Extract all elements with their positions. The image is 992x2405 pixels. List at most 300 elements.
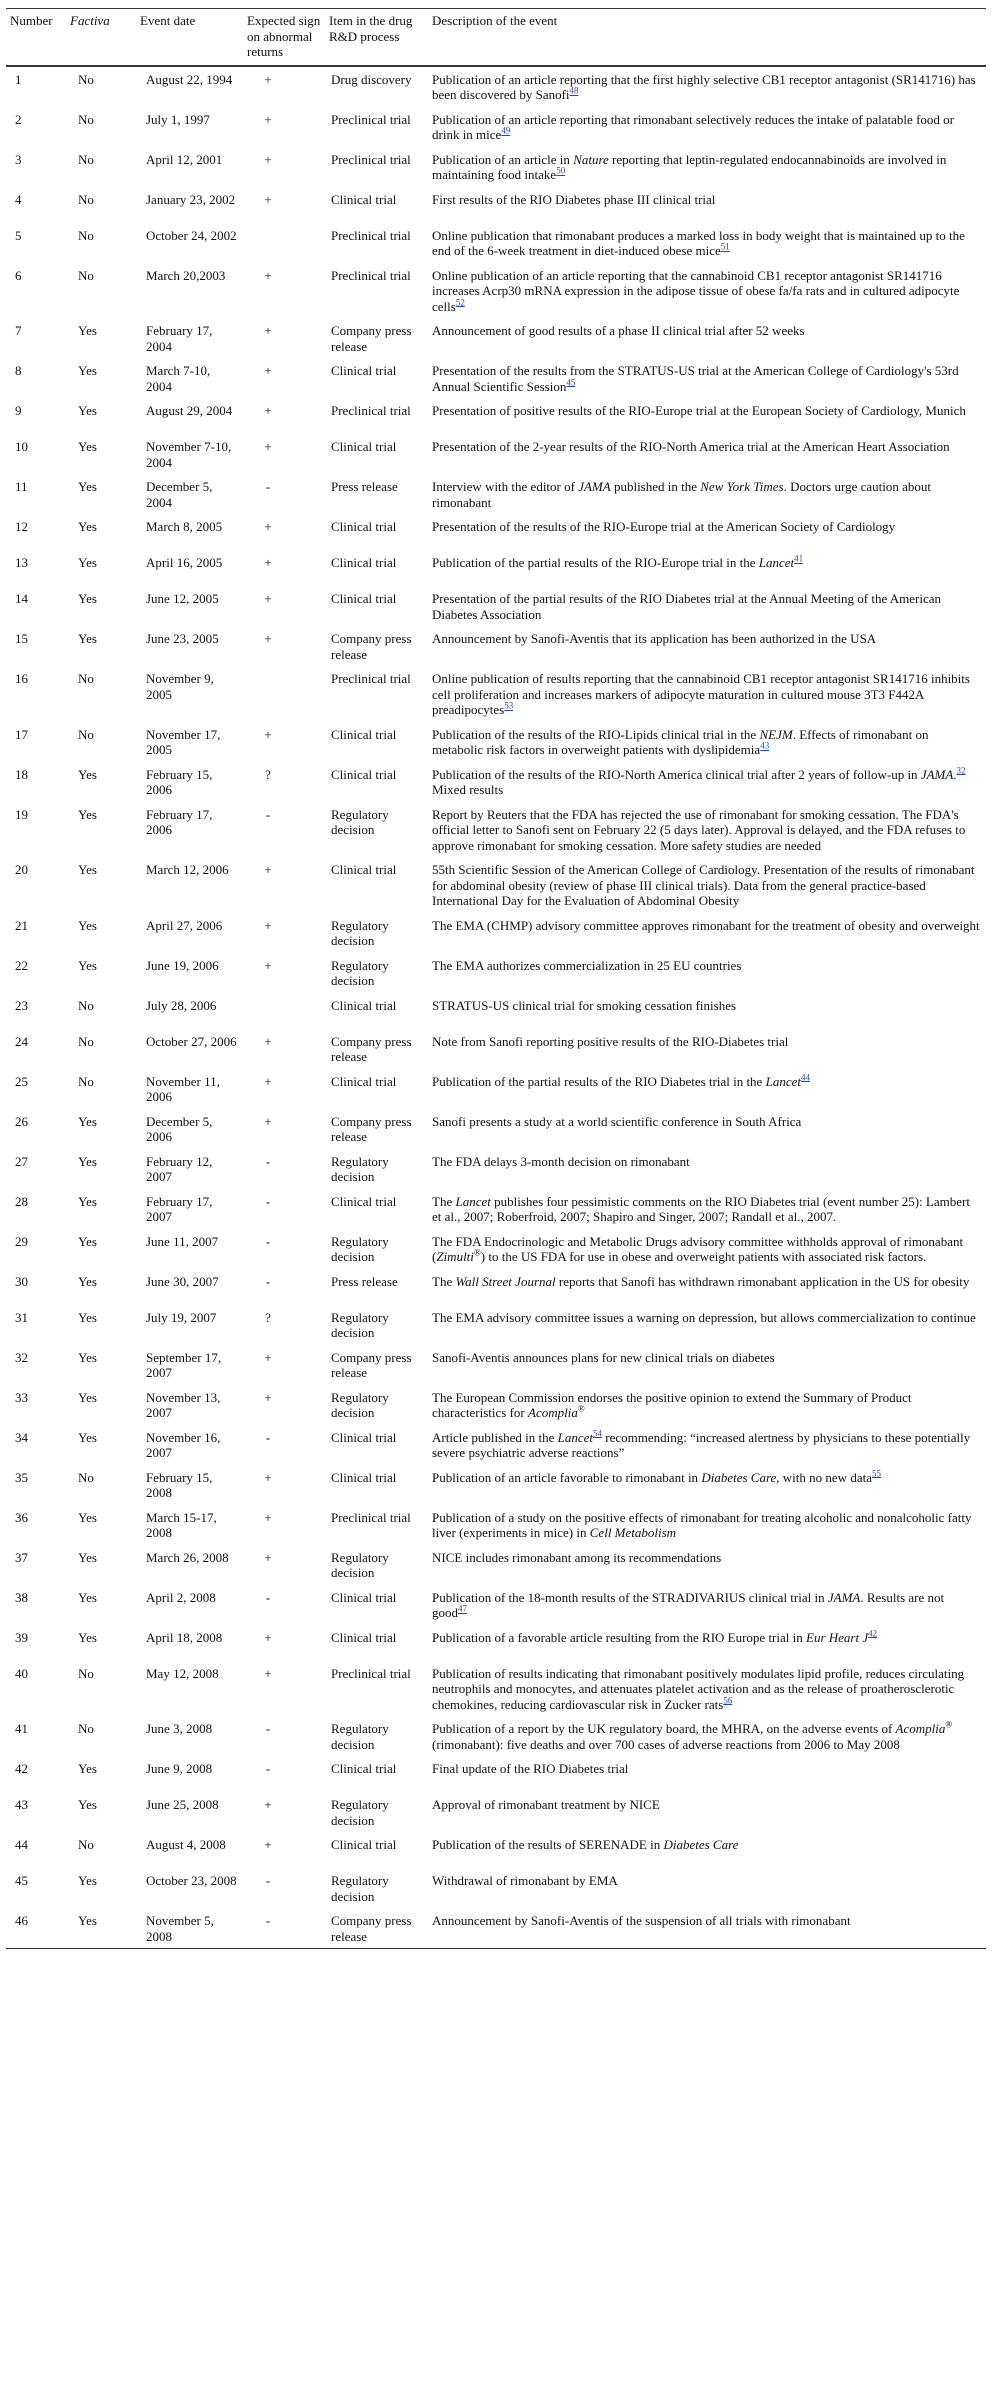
description-text: The (432, 1273, 456, 1289)
table-row (6, 722, 986, 762)
reference-link[interactable]: 51 (720, 241, 730, 252)
description-text: Mixed results (432, 782, 504, 797)
reference-link[interactable]: 32 (956, 765, 966, 776)
registered-mark: ® (473, 1247, 481, 1258)
cell-expected-sign: + (264, 151, 272, 167)
description-text: . Effects of rimonabant on metabolic risk factors in overweight patients with dyslipidemia (432, 726, 929, 757)
cell-number: 16 (15, 671, 28, 686)
table-row (6, 1029, 986, 1069)
cell-factiva: Yes (78, 1113, 97, 1129)
cell-expected-sign: + (264, 917, 272, 933)
cell-description (428, 802, 986, 858)
cell-factiva: No (78, 1837, 94, 1852)
cell-rd-item: Clinical trial (331, 191, 397, 207)
reference-link[interactable]: 41 (794, 553, 804, 564)
table-row (6, 1069, 986, 1109)
cell-expected-sign: - (265, 1761, 271, 1776)
cell-rd-item: Regulatory decision (331, 1153, 389, 1184)
cell-expected-sign: + (264, 957, 272, 973)
description-text: Article published in the (432, 1429, 558, 1445)
cell-description (428, 1109, 986, 1149)
cell-description (428, 1465, 986, 1505)
cell-rd-item: Press release (331, 479, 398, 494)
cell-event-date: February 15, 2008 (146, 1469, 213, 1500)
cell-factiva: No (78, 191, 94, 207)
table-row (6, 223, 986, 263)
cell-expected-sign: + (264, 363, 272, 378)
table-row (6, 993, 986, 1029)
table-row (6, 1465, 986, 1505)
description-text: ) to the US FDA for use in obese and overweight patients with associated risk factors. (480, 1249, 927, 1264)
description-text: STRATUS-US clinical trial for smoking cessation finishes (432, 997, 737, 1013)
cell-number: 14 (15, 591, 28, 606)
cell-factiva: Yes (78, 806, 97, 822)
cell-number: 26 (15, 1113, 28, 1129)
cell-number: 30 (15, 1273, 28, 1289)
description-italic: Acomplia (895, 1721, 946, 1736)
cell-expected-sign: + (264, 191, 272, 207)
description-text: . Doctors urge caution about rimonabant (432, 479, 931, 510)
cell-description (428, 1505, 986, 1545)
description-text: Note from Sanofi reporting positive results of the RIO-Diabetes trial (432, 1033, 789, 1049)
cell-factiva: No (78, 267, 94, 283)
cell-event-date: July 1, 1997 (146, 111, 210, 127)
reference-link[interactable]: 50 (556, 165, 566, 176)
cell-factiva: Yes (78, 555, 97, 570)
cell-description (428, 1868, 986, 1908)
cell-event-date: June 30, 2007 (146, 1273, 219, 1289)
description-text: Presentation of positive results of the RIO-Europe trial at the European Society of Cardiology, Munich (432, 403, 966, 418)
reference-link[interactable]: 44 (800, 1072, 810, 1083)
cell-factiva: Yes (78, 631, 97, 646)
cell-rd-item: Regulatory decision (331, 1873, 389, 1904)
header-description: Description of the event (432, 13, 558, 28)
cell-expected-sign: + (264, 1389, 272, 1405)
cell-description (428, 722, 986, 762)
description-text: The FDA Endocrinologic and Metabolic Drugs advisory committee withholds approval of rimonabant ( (432, 1233, 964, 1264)
table-row (6, 1505, 986, 1545)
table-row (6, 586, 986, 626)
description-italic: JAMA (920, 766, 954, 782)
description-text: Sanofi-Aventis announces plans for new clinical trials on diabetes (432, 1349, 775, 1365)
description-italic: Lancet (557, 1429, 594, 1445)
cell-number: 8 (15, 363, 22, 378)
table-row (6, 857, 986, 913)
table-row (6, 953, 986, 993)
cell-expected-sign: + (264, 1113, 272, 1129)
cell-number: 22 (15, 957, 28, 973)
cell-event-date: March 8, 2005 (146, 519, 223, 534)
cell-number: 44 (15, 1837, 28, 1852)
cell-expected-sign: ? (265, 1309, 271, 1325)
cell-rd-item: Preclinical trial (331, 403, 411, 418)
cell-expected-sign: - (265, 1273, 271, 1289)
cell-factiva: No (78, 227, 94, 243)
table-row (6, 147, 986, 187)
description-text: Online publication of an article reporting that the cannabinoid CB1 receptor antagonist SR141716 increases Acrp30 mRNA expression in the adipose tissue of obese fa/fa rats and in cultured adipocyte cells (432, 267, 960, 314)
cell-expected-sign (243, 223, 325, 263)
reference-link[interactable]: 52 (455, 297, 465, 308)
cell-description (428, 1189, 986, 1229)
description-text: The (432, 1193, 456, 1209)
table-row (6, 66, 986, 107)
cell-factiva: No (78, 111, 94, 127)
cell-event-date: September 17, 2007 (146, 1349, 222, 1380)
description-text: The EMA advisory committee issues a warning on depression, but allows commercialization to continue (432, 1309, 976, 1325)
description-text: Interview with the editor of (432, 479, 579, 494)
description-text: reporting that leptin-regulated endocannabinoids are involved in maintaining food intake (432, 151, 947, 182)
reference-link[interactable]: 49 (501, 125, 511, 136)
description-italic: NEJM (759, 726, 793, 742)
table-row (6, 474, 986, 514)
cell-number: 42 (15, 1761, 28, 1776)
cell-event-date: April 18, 2008 (146, 1629, 223, 1645)
table-row (6, 1149, 986, 1189)
cell-rd-item: Preclinical trial (331, 1509, 411, 1525)
cell-rd-item: Clinical trial (331, 1589, 397, 1605)
cell-factiva: Yes (78, 1193, 97, 1209)
cell-expected-sign: + (264, 1837, 272, 1852)
cell-description (428, 1229, 986, 1269)
description-text: Publication of an article reporting that rimonabant selectively reduces the intake of palatable food or drink in mice (432, 111, 954, 142)
cell-factiva: Yes (78, 363, 97, 378)
cell-description (428, 993, 986, 1029)
cell-description (428, 1385, 986, 1425)
cell-rd-item: Preclinical trial (331, 151, 411, 167)
cell-description (428, 1908, 986, 1949)
cell-number: 11 (15, 479, 28, 494)
cell-expected-sign: - (265, 806, 271, 822)
cell-description (428, 434, 986, 474)
cell-description (428, 1029, 986, 1069)
cell-description (428, 1069, 986, 1109)
cell-event-date: April 12, 2001 (146, 151, 223, 167)
cell-number: 10 (15, 439, 28, 454)
cell-event-date: February 12, 2007 (146, 1153, 213, 1184)
cell-factiva: No (78, 1721, 94, 1736)
cell-number: 5 (15, 227, 22, 243)
cell-event-date: March 20,2003 (146, 267, 226, 283)
cell-description (428, 1345, 986, 1385)
description-text: Publication of an article favorable to rimonabant in (432, 1469, 702, 1485)
cell-rd-item: Clinical trial (331, 1761, 397, 1776)
cell-rd-item: Clinical trial (331, 591, 397, 606)
cell-event-date: June 12, 2005 (146, 591, 219, 606)
cell-factiva: Yes (78, 1273, 97, 1289)
cell-factiva: Yes (78, 591, 97, 606)
table-row (6, 1625, 986, 1661)
reference-link[interactable]: 53 (504, 700, 514, 711)
cell-event-date: January 23, 2002 (146, 191, 236, 207)
cell-event-date: March 12, 2006 (146, 862, 229, 877)
cell-description (428, 1661, 986, 1717)
header-rd-item: Item in the drug R&D process (329, 13, 413, 44)
cell-event-date: November 17, 2005 (146, 726, 221, 757)
cell-rd-item: Company press release (331, 1033, 412, 1064)
cell-description (428, 1425, 986, 1465)
cell-expected-sign: + (264, 439, 272, 454)
description-text: recommending: “increased alertness by physicians to these potentially severe psychiatric adverse reactions” (432, 1429, 971, 1460)
cell-expected-sign: + (264, 1549, 272, 1565)
cell-event-date: March 15-17, 2008 (146, 1509, 217, 1540)
description-text: Publication of the results of the RIO-Lipids clinical trial in the (432, 726, 760, 742)
cell-rd-item: Clinical trial (331, 1469, 397, 1485)
header-event-date: Event date (140, 13, 196, 28)
cell-rd-item: Clinical trial (331, 363, 397, 378)
cell-expected-sign (243, 666, 325, 722)
cell-description (428, 1832, 986, 1868)
cell-description (428, 147, 986, 187)
cell-expected-sign: - (265, 1873, 271, 1888)
cell-event-date: November 16, 2007 (146, 1429, 221, 1460)
description-text: Sanofi presents a study at a world scientific conference in South Africa (432, 1113, 802, 1129)
reference-link[interactable]: 55 (871, 1468, 881, 1479)
cell-number: 20 (15, 862, 28, 877)
cell-description (428, 187, 986, 223)
table-row (6, 263, 986, 319)
table-row (6, 1545, 986, 1585)
cell-event-date: April 27, 2006 (146, 917, 223, 933)
cell-number: 38 (15, 1589, 28, 1605)
cell-number: 6 (15, 267, 22, 283)
cell-number: 27 (15, 1153, 28, 1169)
cell-event-date: February 17, 2006 (146, 806, 213, 837)
description-text: Approval of rimonabant treatment by NICE (432, 1797, 660, 1812)
description-text: publishes four pessimistic comments on the RIO Diabetes trial (event number 25): Lambert et al., 2007; Roberfroid, 2007; Shapiro and Singer, 2007; Randall et al., 2007. (432, 1193, 970, 1224)
table-row (6, 1345, 986, 1385)
table-row (6, 434, 986, 474)
cell-factiva: No (78, 1033, 94, 1049)
description-text: Publication of a report by the UK regulatory board, the MHRA, on the adverse events of (432, 1721, 896, 1736)
cell-factiva: Yes (78, 403, 97, 418)
cell-description (428, 550, 986, 586)
cell-expected-sign: + (264, 726, 272, 742)
cell-expected-sign: + (264, 1797, 272, 1812)
description-text: Publication of the results of the RIO-North America clinical trial after 2 years of follow-up in (432, 766, 921, 782)
description-italic: Nature (573, 151, 609, 167)
reference-link[interactable]: 54 (593, 1428, 603, 1439)
description-italic: New York Times (700, 479, 784, 494)
cell-event-date: October 23, 2008 (146, 1873, 237, 1888)
cell-expected-sign: - (265, 1193, 271, 1209)
cell-rd-item: Clinical trial (331, 555, 397, 570)
reference-link[interactable]: 48 (569, 85, 579, 96)
cell-rd-item: Preclinical trial (331, 671, 411, 686)
table-row (6, 1908, 986, 1949)
cell-description (428, 223, 986, 263)
cell-rd-item: Clinical trial (331, 1629, 397, 1645)
table-row (6, 666, 986, 722)
cell-number: 18 (15, 766, 28, 782)
cell-number: 34 (15, 1429, 28, 1445)
cell-rd-item: Regulatory decision (331, 1549, 389, 1580)
cell-event-date: November 7-10, 2004 (146, 439, 232, 470)
cell-rd-item: Company press release (331, 631, 412, 662)
cell-factiva: Yes (78, 862, 97, 877)
cell-expected-sign: + (264, 267, 272, 283)
description-text: Publication of results indicating that rimonabant positively modulates lipid profile, reduces circulating neutrophils and monocytes, and attenuates platelet activation and as the release of proatherosclerotic chemokines, reducing cardiovascular risk in Zucker rats (432, 1665, 965, 1712)
cell-factiva: No (78, 1469, 94, 1485)
cell-event-date: August 4, 2008 (146, 1837, 226, 1852)
description-text: Presentation of the results from the STRATUS-US trial at the American College of Cardiology's 53rd Annual Scientific Session (432, 363, 959, 394)
description-italic: JAMA (578, 479, 611, 494)
cell-factiva: Yes (78, 1913, 97, 1928)
cell-description (428, 1149, 986, 1189)
cell-event-date: June 11, 2007 (146, 1233, 219, 1249)
table-row (6, 1109, 986, 1149)
cell-rd-item: Company press release (331, 323, 412, 354)
cell-expected-sign: - (265, 1429, 271, 1445)
description-text: . (953, 766, 957, 782)
description-text: The FDA delays 3-month decision on rimonabant (432, 1153, 690, 1169)
cell-factiva: Yes (78, 479, 97, 494)
table-row (6, 1661, 986, 1717)
cell-expected-sign: + (264, 1469, 272, 1485)
cell-description (428, 1792, 986, 1832)
cell-factiva: Yes (78, 1509, 97, 1525)
description-text: Announcement of good results of a phase II clinical trial after 52 weeks (432, 323, 805, 338)
cell-rd-item: Preclinical trial (331, 1665, 411, 1681)
table-row (6, 1832, 986, 1868)
cell-factiva: Yes (78, 766, 97, 782)
cell-event-date: August 22, 1994 (146, 71, 233, 87)
cell-number: 35 (15, 1469, 28, 1485)
cell-rd-item: Regulatory decision (331, 1389, 389, 1420)
cell-description (428, 1545, 986, 1585)
cell-number: 17 (15, 726, 28, 742)
cell-event-date: March 7-10, 2004 (146, 363, 211, 394)
cell-number: 32 (15, 1349, 28, 1365)
cell-factiva: No (78, 151, 94, 167)
cell-expected-sign: + (264, 323, 272, 338)
cell-event-date: November 13, 2007 (146, 1389, 221, 1420)
cell-expected-sign: - (265, 1913, 271, 1928)
cell-expected-sign: + (264, 555, 272, 570)
description-italic: Wall Street Journal (455, 1273, 556, 1289)
cell-event-date: June 19, 2006 (146, 957, 219, 973)
cell-factiva: Yes (78, 439, 97, 454)
cell-factiva: Yes (78, 1629, 97, 1645)
cell-event-date: November 11, 2006 (146, 1073, 220, 1104)
header-number: Number (10, 13, 53, 28)
cell-rd-item: Clinical trial (331, 1193, 397, 1209)
cell-rd-item: Regulatory decision (331, 1309, 389, 1340)
description-italic: JAMA (827, 1589, 861, 1605)
description-text: Publication of a favorable article resulting from the RIO Europe trial in (432, 1629, 806, 1645)
cell-rd-item: Clinical trial (331, 1837, 397, 1852)
cell-number: 12 (15, 519, 28, 534)
cell-description (428, 1269, 986, 1305)
cell-description (428, 474, 986, 514)
reference-link[interactable]: 43 (760, 740, 770, 751)
reference-link[interactable]: 45 (566, 377, 576, 388)
cell-event-date: June 23, 2005 (146, 631, 219, 646)
description-text: Presentation of the partial results of the RIO Diabetes trial at the Annual Meeting of the American Diabetes Association (432, 591, 942, 622)
cell-number: 33 (15, 1389, 28, 1405)
table-row (6, 1269, 986, 1305)
cell-factiva: Yes (78, 1389, 97, 1405)
cell-factiva: Yes (78, 1549, 97, 1565)
table-row (6, 762, 986, 802)
description-text: Publication of the 18-month results of the STRADIVARIUS clinical trial in (432, 1589, 828, 1605)
cell-description (428, 398, 986, 434)
header-expected-sign: Expected sign on abnormal returns (247, 13, 321, 59)
description-text: The EMA (CHMP) advisory committee approves rimonabant for the treatment of obesity and overweight (432, 917, 980, 933)
cell-event-date: December 5, 2004 (146, 479, 213, 510)
cell-event-date: June 3, 2008 (146, 1721, 213, 1736)
description-text: . Results are not good (432, 1589, 945, 1620)
reference-link[interactable]: 56 (723, 1695, 733, 1706)
cell-event-date: February 17, 2004 (146, 323, 213, 354)
cell-description (428, 1305, 986, 1345)
cell-event-date: October 24, 2002 (146, 227, 237, 243)
cell-expected-sign: + (264, 631, 272, 646)
description-text: Publication of the results of SERENADE in (432, 1837, 664, 1852)
cell-event-date: March 26, 2008 (146, 1549, 229, 1565)
cell-rd-item: Clinical trial (331, 1073, 397, 1089)
description-italic: Acomplia (528, 1405, 578, 1420)
table-row (6, 398, 986, 434)
cell-factiva: Yes (78, 519, 97, 534)
reference-link[interactable]: 42 (868, 1628, 878, 1639)
cell-event-date: December 5, 2006 (146, 1113, 213, 1144)
cell-expected-sign: + (264, 519, 272, 534)
cell-event-date: February 15, 2006 (146, 766, 213, 797)
cell-factiva: Yes (78, 323, 97, 338)
cell-number: 25 (15, 1073, 28, 1089)
cell-expected-sign: - (265, 479, 271, 494)
cell-factiva: Yes (78, 1349, 97, 1365)
cell-number: 3 (15, 151, 22, 167)
description-text: Announcement by Sanofi-Aventis that its application has been authorized in the USA (432, 631, 877, 646)
description-text: Publication of a study on the positive effects of rimonabant for treating alcoholic and nonalcoholic fatty liver (experiments in mice) in (432, 1509, 972, 1540)
cell-expected-sign: + (264, 1509, 272, 1525)
cell-number: 13 (15, 555, 28, 570)
cell-rd-item: Regulatory decision (331, 806, 389, 837)
cell-expected-sign: + (264, 862, 272, 877)
description-italic: Lancet (455, 1193, 491, 1209)
reference-link[interactable]: 47 (458, 1603, 467, 1614)
cell-description (428, 318, 986, 358)
table-row (6, 1305, 986, 1345)
cell-number: 2 (15, 111, 22, 127)
cell-rd-item: Company press release (331, 1349, 412, 1380)
description-text: 55th Scientific Session of the American College of Cardiology. Presentation of the results of rimonabant for abdominal obesity (review of phase III clinical trials). Data from the general practice-based International Day for the Evaluation of Abdominal Obesity (432, 862, 975, 908)
table-row (6, 187, 986, 223)
table-header (6, 9, 986, 66)
description-italic: Eur Heart J (806, 1629, 869, 1645)
cell-number: 21 (15, 917, 28, 933)
table-row (6, 1229, 986, 1269)
cell-expected-sign: + (264, 71, 272, 87)
cell-number: 7 (15, 323, 22, 338)
table-row (6, 514, 986, 550)
cell-rd-item: Clinical trial (331, 726, 397, 742)
table-row (6, 318, 986, 358)
table-row (6, 1425, 986, 1465)
table-row (6, 550, 986, 586)
cell-number: 46 (15, 1913, 28, 1928)
description-text: Online publication of results reporting that the cannabinoid CB1 receptor antagonist SR141716 inhibits cell proliferation and increases markers of adipocyte maturation in cultured mouse 3T3 F442A preadipocytes (432, 671, 970, 717)
cell-event-date: July 28, 2006 (146, 997, 217, 1013)
cell-number: 31 (15, 1309, 28, 1325)
description-text: Publication of an article reporting that the first highly selective CB1 receptor antagonist (SR141716) has been discovered by Sanofi (432, 71, 976, 102)
cell-rd-item: Company press release (331, 1913, 412, 1944)
cell-description (428, 66, 986, 107)
cell-number: 39 (15, 1629, 28, 1645)
cell-description (428, 762, 986, 802)
events-table (6, 8, 986, 1949)
